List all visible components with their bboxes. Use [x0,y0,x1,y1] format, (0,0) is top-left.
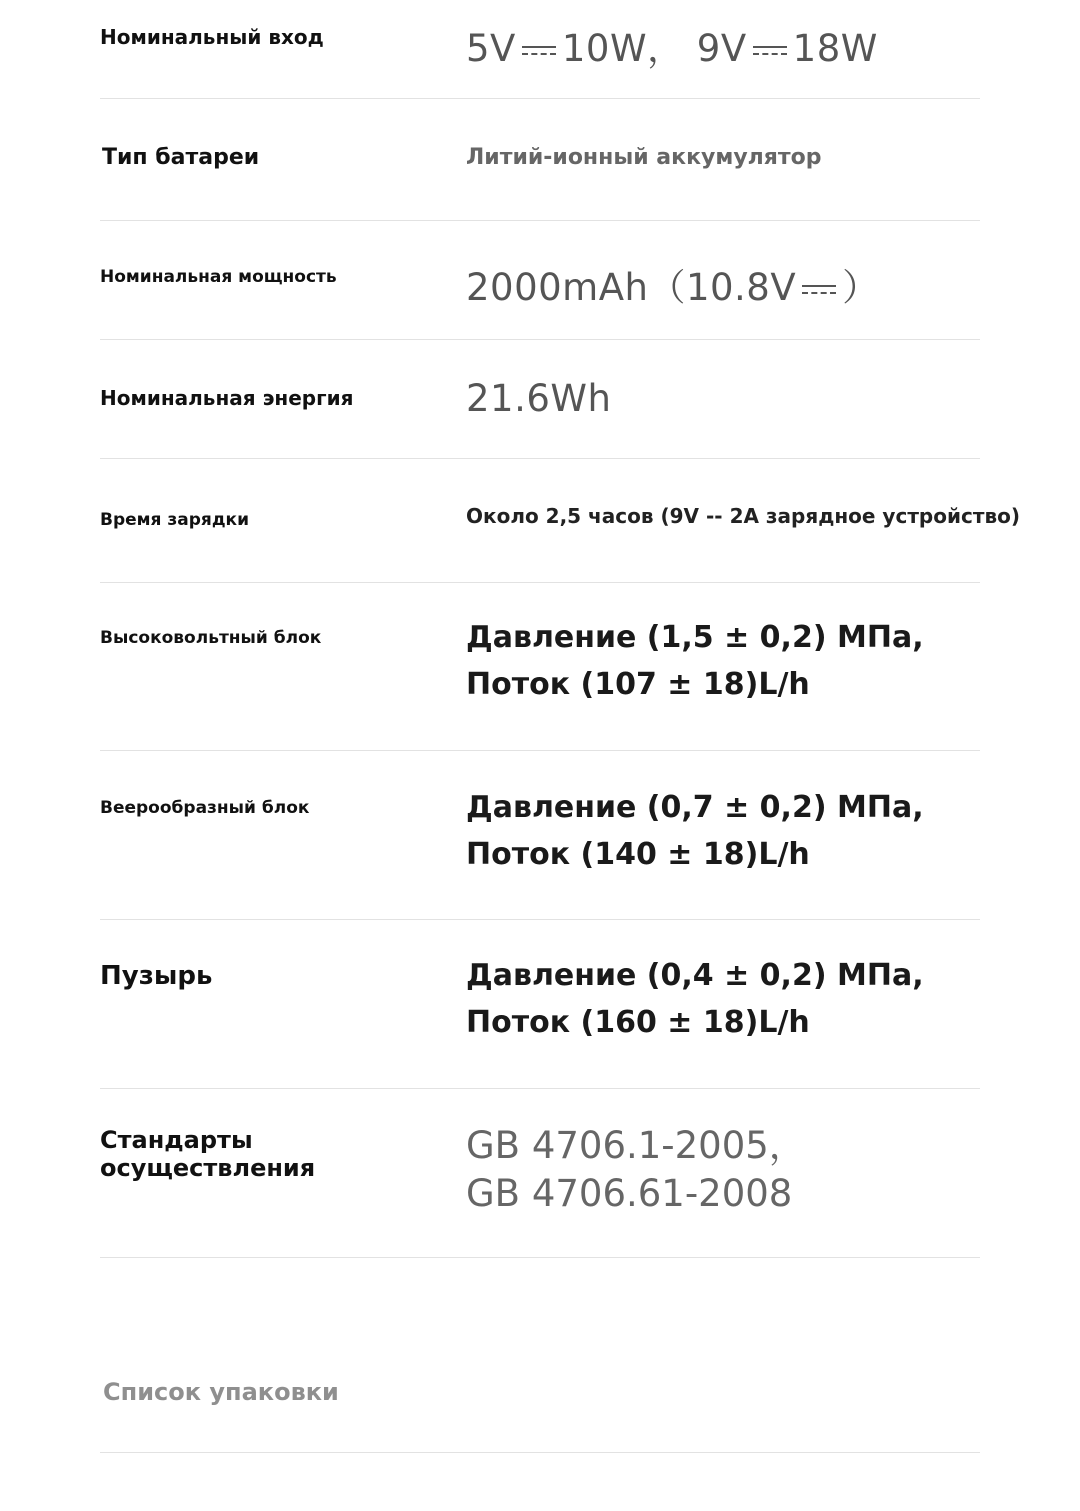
row-divider [100,339,980,340]
spec-label-fan-block: Веерообразный блок [100,798,310,818]
spec-label-high-voltage-block: Высоковольтный блок [100,628,322,648]
spec-label-battery-type: Тип батареи [102,145,260,170]
row-divider [100,458,980,459]
dc-symbol-icon [800,279,838,301]
flow-line: Поток (107 ± 18)L/h [466,667,810,702]
spec-label-rated-input: Номинальный вход [100,25,324,49]
flow-line: Поток (140 ± 18)L/h [466,837,810,872]
packing-list-title: Список упаковки [103,1378,339,1406]
row-divider [100,750,980,751]
pressure-line: Давление (1,5 ± 0,2) МПа, [466,620,924,655]
spec-value-fan-block [466,784,924,878]
spec-value-charging-time: Около 2,5 часов (9V -- 2A зарядное устройство) [466,504,1020,528]
spec-label-rated-energy: Номинальная энергия [100,386,354,410]
row-divider [100,1257,980,1258]
spec-value-rated-input [466,18,878,72]
standards-label-line1: Стандарты [100,1126,253,1154]
spec-value-battery-type: Литий-ионный аккумулятор [466,145,822,170]
dc-symbol-icon [520,40,558,62]
capacity-close-paren: ） [842,266,880,309]
flow-line: Поток (160 ± 18)L/h [466,1005,810,1040]
spec-label-bubble: Пузырь [100,961,213,991]
spec-value-high-voltage-block [466,614,924,708]
standard-2: GB 4706.61-2008 [466,1172,793,1215]
row-divider [100,919,980,920]
capacity-text: 2000mAh（10.8V [466,266,797,309]
spec-label-rated-capacity: Номинальная мощность [100,267,337,287]
row-divider [100,1088,980,1089]
standards-label-line2: осуществления [100,1154,316,1182]
spec-label-standards [100,1126,315,1182]
pressure-line: Давление (0,7 ± 0,2) МПа, [466,790,924,825]
power-10w: 10W， [561,27,685,70]
voltage-5v: 5V [466,27,516,70]
power-18w: 18W [792,27,878,70]
voltage-9v: 9V [696,27,747,70]
spec-value-rated-energy: 21.6Wh [466,377,612,420]
spec-value-bubble [466,952,924,1046]
spec-value-rated-capacity [466,257,880,311]
row-divider [100,98,980,99]
spec-value-standards [466,1122,806,1218]
section-divider [100,1452,980,1453]
standard-1: GB 4706.1-2005， [466,1124,806,1167]
row-divider [100,582,980,583]
spec-label-charging-time: Время зарядки [100,510,249,530]
dc-symbol-icon [751,40,789,62]
row-divider [100,220,980,221]
pressure-line: Давление (0,4 ± 0,2) МПа, [466,958,924,993]
